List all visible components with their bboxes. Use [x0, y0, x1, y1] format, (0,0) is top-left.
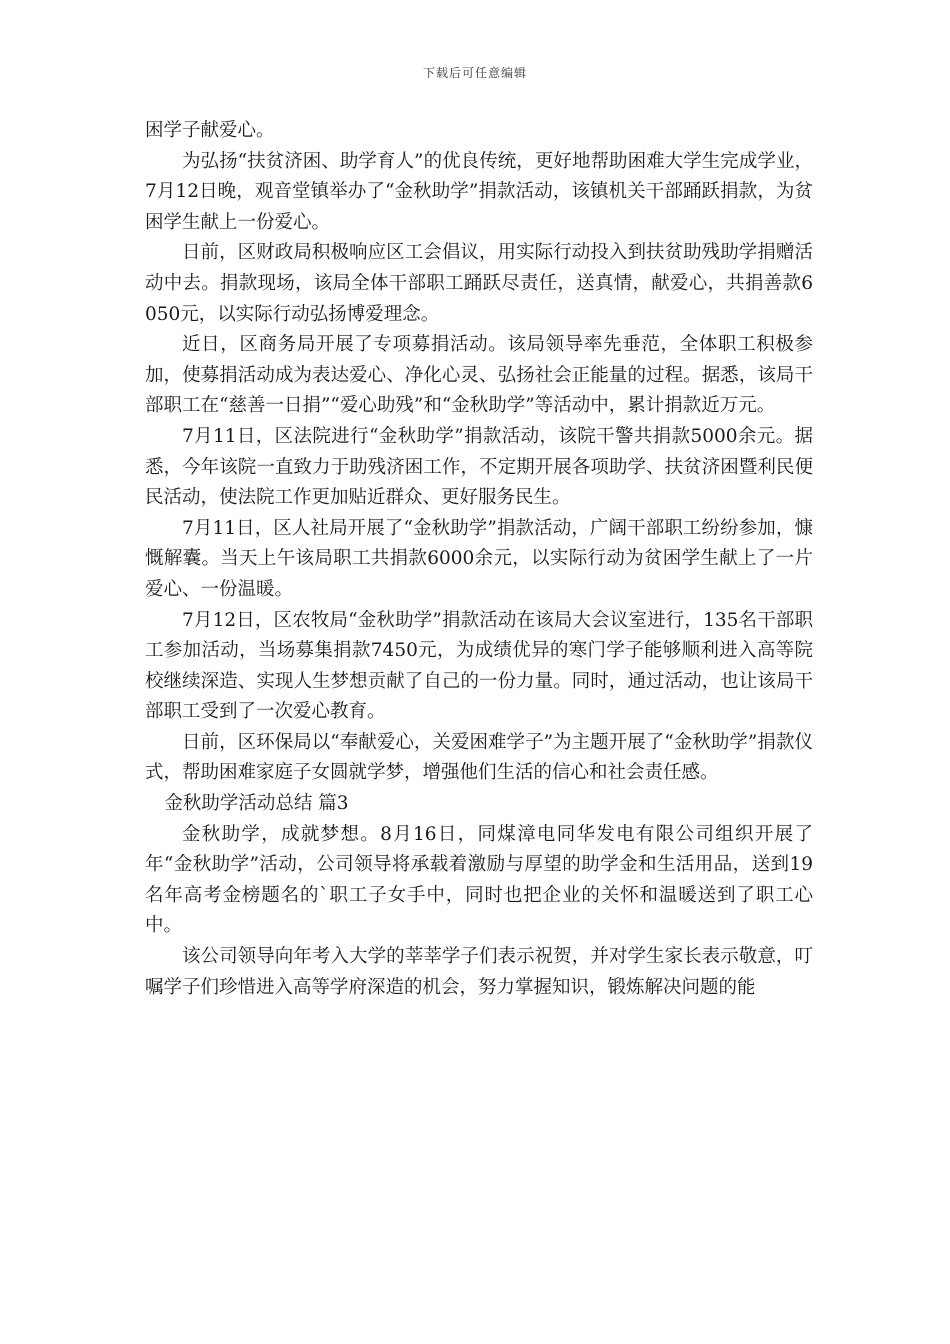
paragraph: 金秋助学，成就梦想。8月16日，同煤漳电同华发电有限公司组织开展了年“金秋助学”活动，公司领导将承载着激励与厚望的助学金和生活用品，送到19名年高考金榜题名的`职工子女手中，同时也把企业的关怀和温暖送到了职工心中。 [145, 823, 813, 937]
paragraph: 困学子献爱心。 [145, 120, 275, 141]
section-heading: 金秋助学活动总结 篇3 [164, 793, 349, 815]
paragraph: 日前，区环保局以“奉献爱心，关爱困难学子”为主题开展了“金秋助学”捐款仪式，帮助困难家庭子女圆就学梦，增强他们生活的信心和社会责任感。 [145, 731, 813, 784]
document-body [145, 116, 813, 1003]
paragraph: 该公司领导向年考入大学的莘莘学子们表示祝贺，并对学生家长表示敬意，叮嘱学子们珍惜进入高等学府深造的机会，努力掌握知识，锻炼解决问题的能 [145, 946, 813, 998]
page-header: 下载后可任意编辑 [422, 66, 527, 80]
paragraph: 7月11日，区法院进行“金秋助学”捐款活动，该院干警共捐款5000余元。据悉，今年该院一直致力于助残济困工作，不定期开展各项助学、扶贫济困暨利民便民活动，使法院工作更加贴近群众、更好服务民生。 [145, 425, 813, 509]
paragraph: 日前，区财政局积极响应区工会倡议，用实际行动投入到扶贫助残助学捐赠活动中去。捐款现场，该局全体干部职工踊跃尽责任，送真情，献爱心，共捐善款6050元，以实际行动弘扬博爱理念。 [145, 242, 813, 325]
paragraph: 7月12日，区农牧局“金秋助学”捐款活动在该局大会议室进行，135名干部职工参加活动，当场募集捐款7450元，为成绩优异的寒门学子能够顺利进入高等院校继续深造、实现人生梦想贡献了自己的一份力量。同时，通过活动，也让该局干部职工受到了一次爱心教育。 [145, 609, 813, 723]
paragraph: 为弘扬“扶贫济困、助学育人”的优良传统，更好地帮助困难大学生完成学业，7月12日晚，观音堂镇举办了“金秋助学”捐款活动，该镇机关干部踊跃捐款，为贫困学生献上一份爱心。 [145, 150, 813, 233]
paragraph: 7月11日，区人社局开展了“金秋助学”捐款活动，广阔干部职工纷纷参加，慷慨解囊。当天上午该局职工共捐款6000余元，以实际行动为贫困学生献上了一片爱心、一份温暖。 [145, 517, 813, 600]
paragraph: 近日，区商务局开展了专项募捐活动。该局领导率先垂范，全体职工积极参加，使募捐活动成为表达爱心、净化心灵、弘扬社会正能量的过程。据悉，该局干部职工在“慈善一日捐”“爱心助残”和“金秋助学”等活动中，累计捐款近万元。 [145, 334, 813, 417]
